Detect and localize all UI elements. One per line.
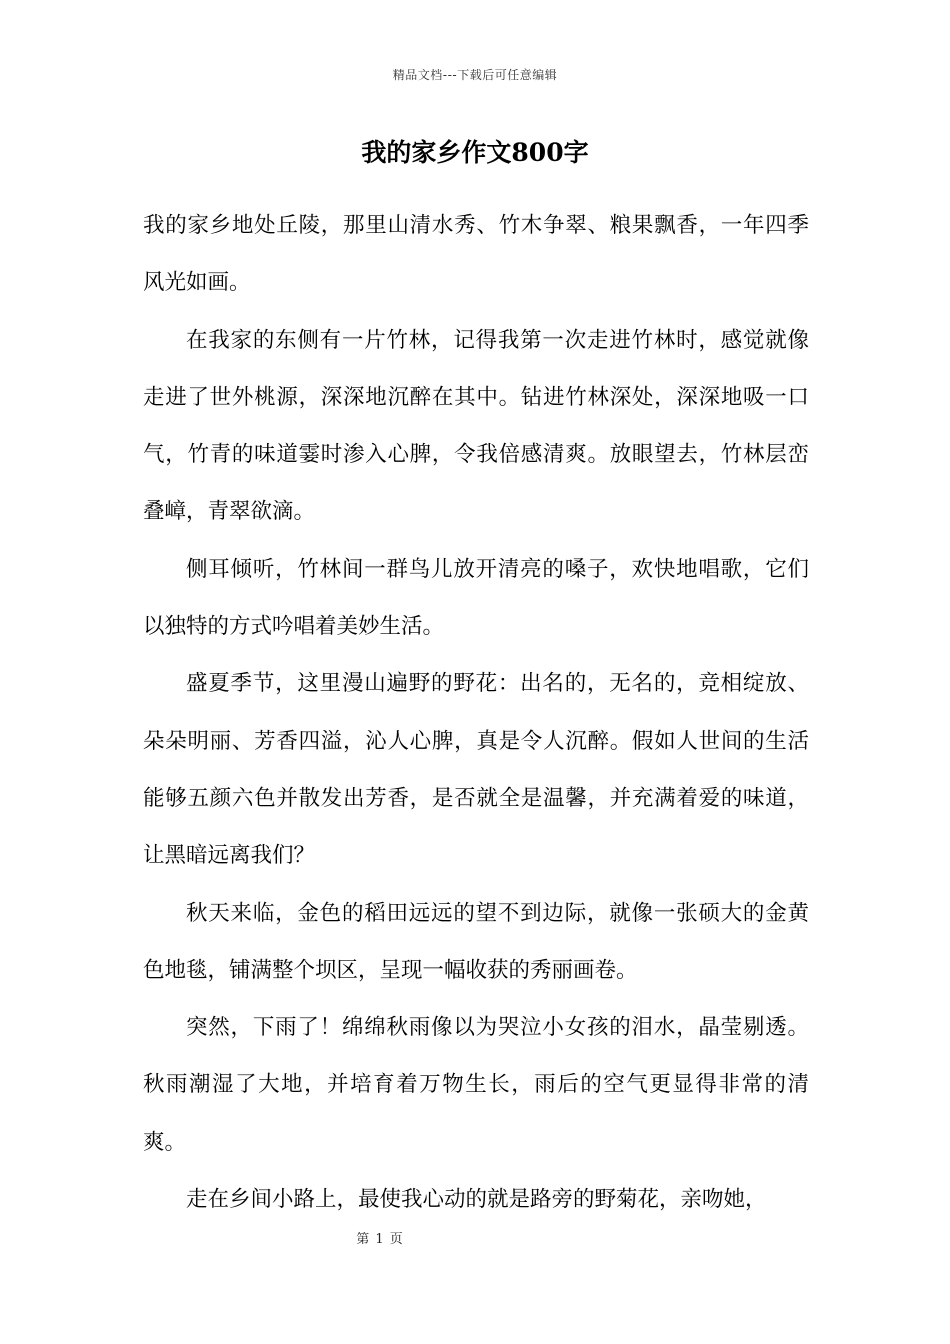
paragraph: 在我家的东侧有一片竹林，记得我第一次走进竹林时，感觉就像走进了世外桃源，深深地沉醉在其中。钻进竹林深处，深深地吸一口气，竹青的味道霎时渗入心脾，令我倍感清爽。放眼望去，竹林层峦叠嶂，青翠欲滴。	[143, 327, 809, 525]
paragraph: 走在乡间小路上，最使我心动的就是路旁的野菊花，亲吻她，	[186, 1187, 767, 1213]
paragraph: 我的家乡地处丘陵，那里山清水秀、竹木争翠、粮果飘香，一年四季风光如画。	[143, 213, 809, 296]
document-body	[143, 197, 809, 1228]
page-header: 精品文档---下载后可任意编辑	[392, 68, 558, 82]
paragraph: 侧耳倾听，竹林间一群鸟儿放开清亮的嗓子，欢快地唱歌，它们以独特的方式吟唱着美妙生活。	[143, 556, 809, 640]
paragraph: 突然，下雨了！绵绵秋雨像以为哭泣小女孩的泪水，晶莹剔透。秋雨潮湿了大地，并培育着万物生长，雨后的空气更显得非常的清爽。	[143, 1015, 809, 1155]
page-number: 第 1 页	[356, 1232, 404, 1247]
paragraph: 盛夏季节，这里漫山遍野的野花：出名的，无名的，竞相绽放、朵朵明丽、芳香四溢，沁人心脾，真是令人沉醉。假如人世间的生活能够五颜六色并散发出芳香，是否就全是温馨，并充满着爱的味道，让黑暗远离我们？	[143, 671, 809, 869]
document-title: 我的家乡作文800字	[361, 138, 589, 167]
paragraph: 秋天来临，金色的稻田远远的望不到边际，就像一张硕大的金黄色地毯，铺满整个坝区，呈现一幅收获的秀丽画卷。	[143, 900, 809, 983]
